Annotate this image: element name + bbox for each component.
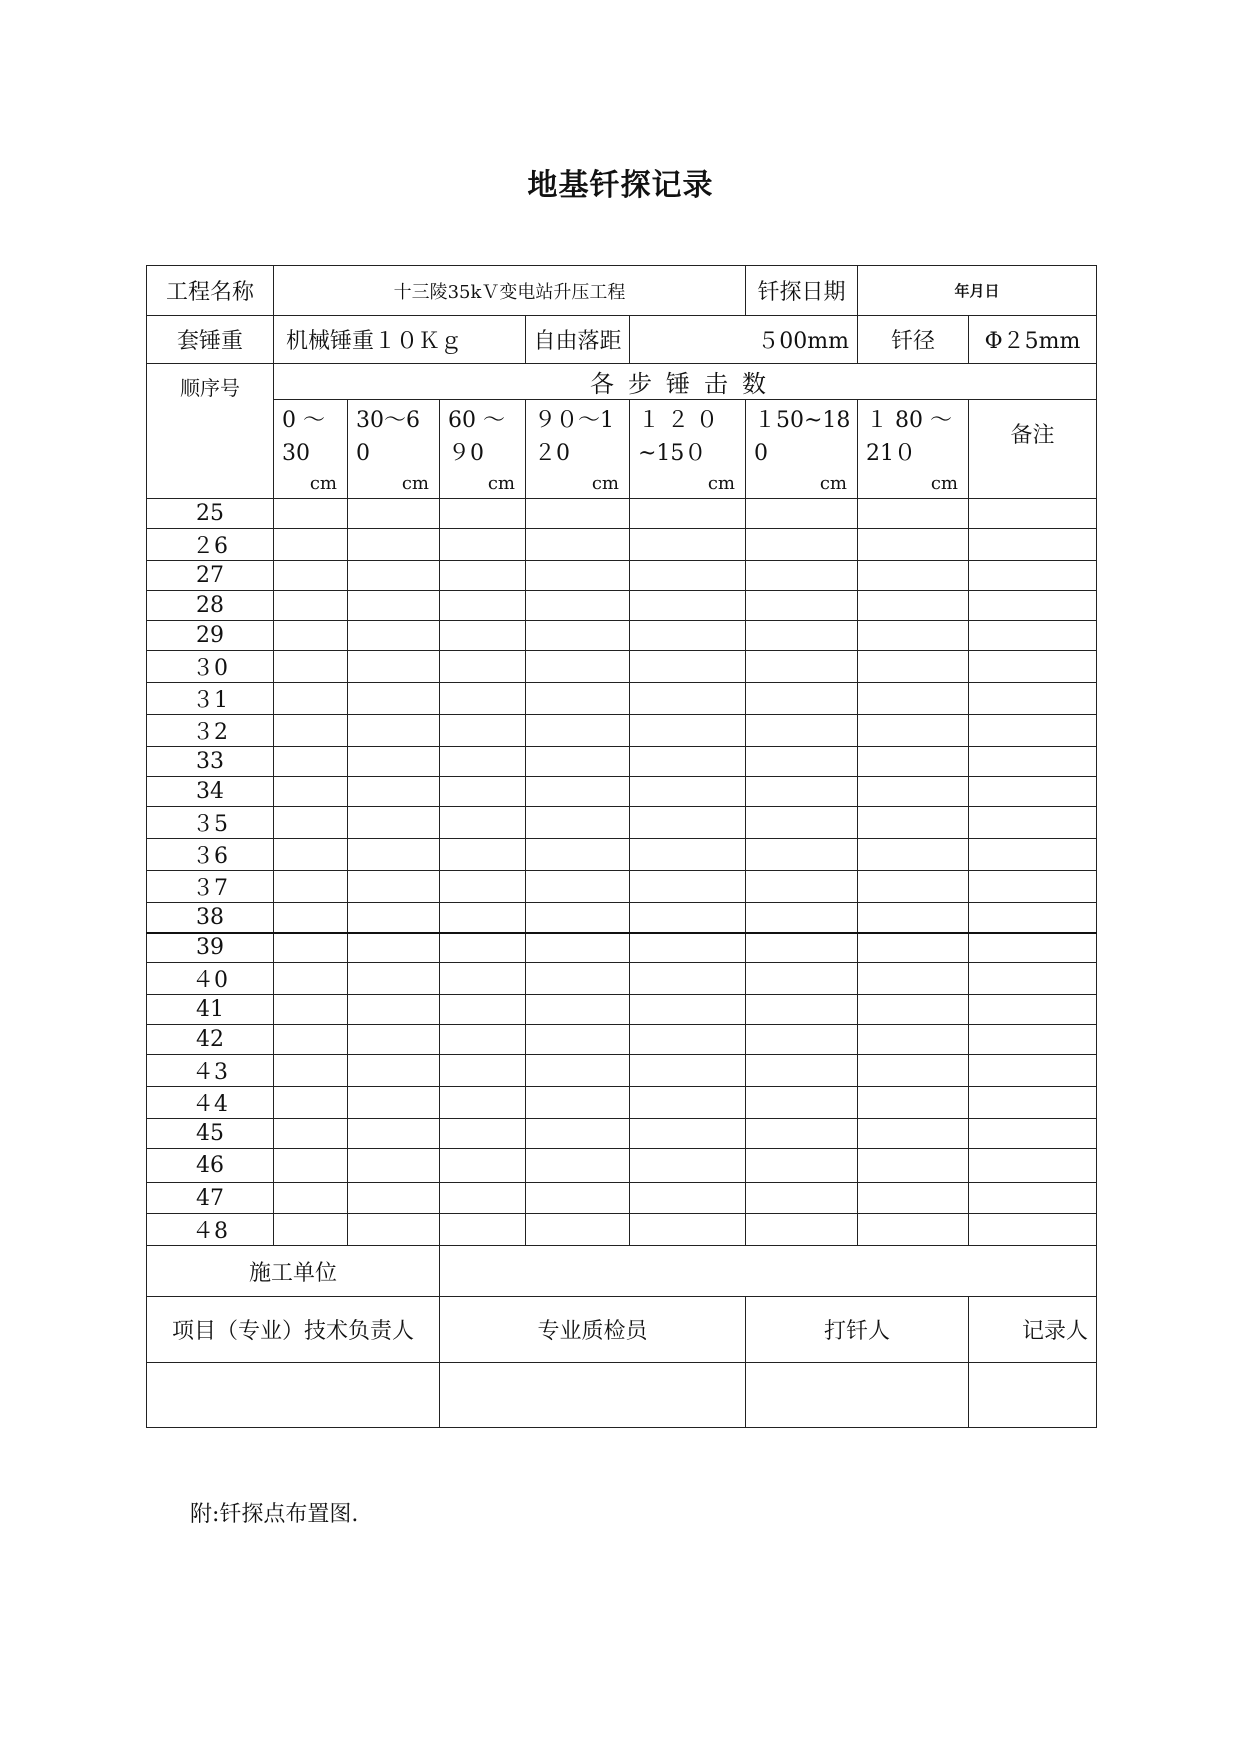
blow-count-cell[interactable] bbox=[526, 747, 630, 777]
blow-count-cell[interactable] bbox=[440, 871, 526, 903]
row-number: ４3 bbox=[147, 1055, 274, 1087]
blow-count-cell[interactable] bbox=[526, 529, 630, 561]
row-number: ４0 bbox=[147, 963, 274, 995]
blow-count-cell[interactable] bbox=[440, 1119, 526, 1149]
blow-count-cell[interactable] bbox=[440, 1055, 526, 1087]
range-header-5: １50~18 0 cm bbox=[746, 400, 858, 499]
range-header-6: １ 80 ～ 21０ cm bbox=[858, 400, 969, 499]
blow-count-cell[interactable] bbox=[858, 903, 969, 933]
remark-cell[interactable] bbox=[969, 591, 1097, 621]
blow-count-cell[interactable] bbox=[630, 933, 746, 963]
blow-count-cell[interactable] bbox=[348, 1087, 440, 1119]
row-number: ２6 bbox=[147, 529, 274, 561]
table-row bbox=[147, 1087, 1097, 1119]
blow-count-cell[interactable] bbox=[746, 747, 858, 777]
blow-count-cell[interactable] bbox=[440, 651, 526, 683]
blow-count-cell[interactable] bbox=[526, 1055, 630, 1087]
remark-cell[interactable] bbox=[969, 499, 1097, 529]
blow-count-cell[interactable] bbox=[274, 747, 348, 777]
hammer-label: 套锤重 bbox=[147, 316, 274, 364]
blow-count-cell[interactable] bbox=[274, 1055, 348, 1087]
blow-count-cell[interactable] bbox=[630, 561, 746, 591]
row-number: ３6 bbox=[147, 839, 274, 871]
blow-count-cell[interactable] bbox=[348, 1025, 440, 1055]
blow-count-cell[interactable] bbox=[746, 995, 858, 1025]
table-row bbox=[147, 871, 1097, 903]
blow-count-cell[interactable] bbox=[348, 963, 440, 995]
blow-count-cell[interactable] bbox=[746, 1183, 858, 1214]
blow-count-cell[interactable] bbox=[274, 777, 348, 807]
blow-count-cell[interactable] bbox=[858, 1214, 969, 1246]
blow-count-cell[interactable] bbox=[746, 871, 858, 903]
row-number: ３0 bbox=[147, 651, 274, 683]
construction-unit-label: 施工单位 bbox=[147, 1246, 440, 1297]
remark-cell[interactable] bbox=[969, 621, 1097, 651]
blow-count-cell[interactable] bbox=[526, 995, 630, 1025]
blow-count-cell[interactable] bbox=[274, 995, 348, 1025]
blow-count-cell[interactable] bbox=[746, 807, 858, 839]
blow-count-cell[interactable] bbox=[526, 715, 630, 747]
blow-count-cell[interactable] bbox=[746, 715, 858, 747]
recorder-signature[interactable] bbox=[969, 1363, 1097, 1428]
blow-count-cell[interactable] bbox=[440, 839, 526, 871]
blow-count-cell[interactable] bbox=[274, 1087, 348, 1119]
table-row bbox=[147, 683, 1097, 715]
blow-count-cell[interactable] bbox=[858, 747, 969, 777]
row-number: 42 bbox=[147, 1025, 274, 1055]
blow-count-cell[interactable] bbox=[274, 933, 348, 963]
blow-count-cell[interactable] bbox=[348, 683, 440, 715]
blow-count-cell[interactable] bbox=[526, 1149, 630, 1183]
blow-count-cell[interactable] bbox=[440, 777, 526, 807]
blow-count-cell[interactable] bbox=[858, 963, 969, 995]
blow-count-cell[interactable] bbox=[274, 839, 348, 871]
blow-count-cell[interactable] bbox=[746, 591, 858, 621]
blow-count-cell[interactable] bbox=[440, 715, 526, 747]
remark-cell[interactable] bbox=[969, 995, 1097, 1025]
row-number: 28 bbox=[147, 591, 274, 621]
row-number: ３2 bbox=[147, 715, 274, 747]
blow-count-cell[interactable] bbox=[526, 621, 630, 651]
remark-cell[interactable] bbox=[969, 747, 1097, 777]
table-row bbox=[147, 621, 1097, 651]
blow-count-cell[interactable] bbox=[440, 1025, 526, 1055]
blow-count-cell[interactable] bbox=[630, 1214, 746, 1246]
blow-count-cell[interactable] bbox=[274, 1183, 348, 1214]
probe-date-value: 年月日 bbox=[858, 266, 1097, 316]
blow-count-cell[interactable] bbox=[348, 903, 440, 933]
blow-count-cell[interactable] bbox=[440, 903, 526, 933]
remark-cell[interactable] bbox=[969, 933, 1097, 963]
remark-cell[interactable] bbox=[969, 715, 1097, 747]
drop-distance-value: ５00mm bbox=[630, 316, 858, 364]
blow-count-cell[interactable] bbox=[348, 715, 440, 747]
driller-label: 打钎人 bbox=[746, 1297, 969, 1363]
table-row bbox=[147, 1025, 1097, 1055]
tech-lead-signature[interactable] bbox=[147, 1363, 440, 1428]
row-number: ４8 bbox=[147, 1214, 274, 1246]
table-row bbox=[147, 1214, 1097, 1246]
remark-cell[interactable] bbox=[969, 1214, 1097, 1246]
blow-count-cell[interactable] bbox=[630, 871, 746, 903]
blow-count-cell[interactable] bbox=[858, 839, 969, 871]
blow-count-cell[interactable] bbox=[526, 963, 630, 995]
row-number: ３1 bbox=[147, 683, 274, 715]
table-row bbox=[147, 995, 1097, 1025]
blow-count-cell[interactable] bbox=[858, 1119, 969, 1149]
blow-count-cell[interactable] bbox=[526, 1087, 630, 1119]
blow-count-cell[interactable] bbox=[630, 715, 746, 747]
range-header-3: ９０～1 ２0 cm bbox=[526, 400, 630, 499]
blow-count-cell[interactable] bbox=[440, 591, 526, 621]
blow-count-cell[interactable] bbox=[526, 591, 630, 621]
blow-count-cell[interactable] bbox=[746, 621, 858, 651]
remark-cell[interactable] bbox=[969, 561, 1097, 591]
blow-count-cell[interactable] bbox=[348, 747, 440, 777]
construction-unit-value[interactable] bbox=[440, 1246, 1097, 1297]
blow-count-cell[interactable] bbox=[630, 621, 746, 651]
blow-count-cell[interactable] bbox=[440, 747, 526, 777]
blow-count-cell[interactable] bbox=[858, 499, 969, 529]
blow-count-cell[interactable] bbox=[440, 1087, 526, 1119]
driller-signature[interactable] bbox=[746, 1363, 969, 1428]
table-row bbox=[147, 561, 1097, 591]
blow-count-cell[interactable] bbox=[630, 1119, 746, 1149]
blow-count-cell[interactable] bbox=[348, 651, 440, 683]
blow-count-cell[interactable] bbox=[630, 963, 746, 995]
blow-count-cell[interactable] bbox=[348, 591, 440, 621]
table-row bbox=[147, 529, 1097, 561]
blow-count-cell[interactable] bbox=[630, 1055, 746, 1087]
blow-count-cell[interactable] bbox=[526, 777, 630, 807]
row-number: 47 bbox=[147, 1183, 274, 1214]
blow-count-cell[interactable] bbox=[348, 839, 440, 871]
range-header-2: 60 ～ ９0 cm bbox=[440, 400, 526, 499]
blow-count-cell[interactable] bbox=[630, 591, 746, 621]
blow-count-cell[interactable] bbox=[858, 591, 969, 621]
blow-count-cell[interactable] bbox=[746, 933, 858, 963]
project-name-label: 工程名称 bbox=[147, 266, 274, 316]
range-header-0: 0 ～ 30 cm bbox=[274, 400, 348, 499]
blow-count-cell[interactable] bbox=[858, 621, 969, 651]
blow-count-cell[interactable] bbox=[274, 561, 348, 591]
blow-count-cell[interactable] bbox=[274, 621, 348, 651]
table-row bbox=[147, 963, 1097, 995]
blow-count-cell[interactable] bbox=[274, 529, 348, 561]
blow-count-cell[interactable] bbox=[858, 715, 969, 747]
tech-lead-label: 项目（专业）技术负责人 bbox=[147, 1297, 440, 1363]
blow-count-cell[interactable] bbox=[348, 871, 440, 903]
attachment-note: 附:钎探点布置图. bbox=[190, 1502, 359, 1527]
remark-cell[interactable] bbox=[969, 807, 1097, 839]
remark-cell[interactable] bbox=[969, 777, 1097, 807]
row-number: 27 bbox=[147, 561, 274, 591]
blow-count-cell[interactable] bbox=[630, 839, 746, 871]
probe-date-label: 钎探日期 bbox=[746, 266, 858, 316]
blow-count-cell[interactable] bbox=[630, 1087, 746, 1119]
blow-count-cell[interactable] bbox=[858, 1087, 969, 1119]
remark-header: 备注 bbox=[969, 400, 1097, 499]
blow-count-cell[interactable] bbox=[746, 1025, 858, 1055]
blow-count-cell[interactable] bbox=[440, 529, 526, 561]
blow-count-cell[interactable] bbox=[440, 933, 526, 963]
blow-count-cell[interactable] bbox=[630, 499, 746, 529]
blow-count-cell[interactable] bbox=[746, 529, 858, 561]
blow-count-cell[interactable] bbox=[746, 651, 858, 683]
blow-count-cell[interactable] bbox=[746, 839, 858, 871]
blow-count-cell[interactable] bbox=[746, 561, 858, 591]
blow-count-cell[interactable] bbox=[348, 933, 440, 963]
table-row bbox=[147, 747, 1097, 777]
blow-count-cell[interactable] bbox=[274, 963, 348, 995]
blow-count-cell[interactable] bbox=[348, 807, 440, 839]
table-row bbox=[147, 839, 1097, 871]
blow-count-cell[interactable] bbox=[746, 963, 858, 995]
blow-count-cell[interactable] bbox=[274, 903, 348, 933]
blow-count-cell[interactable] bbox=[526, 561, 630, 591]
row-number: 29 bbox=[147, 621, 274, 651]
remark-cell[interactable] bbox=[969, 1149, 1097, 1183]
blow-count-cell[interactable] bbox=[526, 1214, 630, 1246]
blow-count-cell[interactable] bbox=[274, 591, 348, 621]
blow-count-cell[interactable] bbox=[440, 1149, 526, 1183]
blow-count-cell[interactable] bbox=[858, 1183, 969, 1214]
remark-cell[interactable] bbox=[969, 1087, 1097, 1119]
blow-count-cell[interactable] bbox=[630, 1183, 746, 1214]
row-number: 34 bbox=[147, 777, 274, 807]
remark-cell[interactable] bbox=[969, 1183, 1097, 1214]
blow-count-cell[interactable] bbox=[858, 651, 969, 683]
remark-cell[interactable] bbox=[969, 651, 1097, 683]
blow-count-cell[interactable] bbox=[274, 1149, 348, 1183]
blow-count-cell[interactable] bbox=[746, 777, 858, 807]
row-number: ４4 bbox=[147, 1087, 274, 1119]
blow-count-cell[interactable] bbox=[858, 777, 969, 807]
table-row bbox=[147, 807, 1097, 839]
blow-count-group-header: 各步锤击数 bbox=[274, 364, 1097, 400]
blow-count-cell[interactable] bbox=[858, 871, 969, 903]
remark-cell[interactable] bbox=[969, 963, 1097, 995]
row-number: ３7 bbox=[147, 871, 274, 903]
blow-count-cell[interactable] bbox=[630, 747, 746, 777]
blow-count-cell[interactable] bbox=[630, 903, 746, 933]
blow-count-cell[interactable] bbox=[274, 683, 348, 715]
blow-count-cell[interactable] bbox=[746, 683, 858, 715]
blow-count-cell[interactable] bbox=[526, 871, 630, 903]
blow-count-cell[interactable] bbox=[440, 963, 526, 995]
blow-count-cell[interactable] bbox=[348, 1119, 440, 1149]
row-number: 39 bbox=[147, 933, 274, 963]
row-number: ３5 bbox=[147, 807, 274, 839]
row-number: 45 bbox=[147, 1119, 274, 1149]
probe-record-table bbox=[146, 265, 1096, 1498]
blow-count-cell[interactable] bbox=[858, 807, 969, 839]
blow-count-cell[interactable] bbox=[440, 499, 526, 529]
remark-cell[interactable] bbox=[969, 529, 1097, 561]
remark-cell[interactable] bbox=[969, 839, 1097, 871]
blow-count-cell[interactable] bbox=[526, 1025, 630, 1055]
table-row bbox=[147, 933, 1097, 963]
blow-count-cell[interactable] bbox=[274, 1025, 348, 1055]
blow-count-cell[interactable] bbox=[440, 621, 526, 651]
blow-count-cell[interactable] bbox=[440, 1214, 526, 1246]
table-row bbox=[147, 1119, 1097, 1149]
table-row bbox=[147, 1055, 1097, 1087]
inspector-signature[interactable] bbox=[440, 1363, 746, 1428]
remark-cell[interactable] bbox=[969, 683, 1097, 715]
remark-cell[interactable] bbox=[969, 1025, 1097, 1055]
recorder-label: 记录人 bbox=[969, 1297, 1097, 1363]
table-row bbox=[147, 651, 1097, 683]
blow-count-cell[interactable] bbox=[630, 995, 746, 1025]
blow-count-cell[interactable] bbox=[526, 499, 630, 529]
blow-count-cell[interactable] bbox=[746, 903, 858, 933]
blow-count-cell[interactable] bbox=[440, 683, 526, 715]
table-row bbox=[147, 591, 1097, 621]
blow-count-cell[interactable] bbox=[858, 561, 969, 591]
row-number: 41 bbox=[147, 995, 274, 1025]
blow-count-cell[interactable] bbox=[526, 933, 630, 963]
blow-count-cell[interactable] bbox=[440, 995, 526, 1025]
table-row bbox=[147, 1183, 1097, 1214]
table-row bbox=[147, 499, 1097, 529]
range-header-1: 30～6 0 cm bbox=[348, 400, 440, 499]
blow-count-cell[interactable] bbox=[746, 1119, 858, 1149]
sequence-header: 顺序号 bbox=[147, 364, 274, 499]
blow-count-cell[interactable] bbox=[526, 683, 630, 715]
remark-cell[interactable] bbox=[969, 903, 1097, 933]
blow-count-cell[interactable] bbox=[746, 1087, 858, 1119]
blow-count-cell[interactable] bbox=[526, 1183, 630, 1214]
blow-count-cell[interactable] bbox=[858, 1025, 969, 1055]
blow-count-cell[interactable] bbox=[746, 499, 858, 529]
blow-count-cell[interactable] bbox=[348, 1183, 440, 1214]
blow-count-cell[interactable] bbox=[630, 529, 746, 561]
blow-count-cell[interactable] bbox=[274, 499, 348, 529]
remark-cell[interactable] bbox=[969, 871, 1097, 903]
blow-count-cell[interactable] bbox=[630, 651, 746, 683]
blow-count-cell[interactable] bbox=[526, 1119, 630, 1149]
blow-count-cell[interactable] bbox=[274, 715, 348, 747]
table-row bbox=[147, 903, 1097, 933]
blow-count-cell[interactable] bbox=[440, 561, 526, 591]
blow-count-cell[interactable] bbox=[858, 529, 969, 561]
blow-count-cell[interactable] bbox=[348, 621, 440, 651]
table-row bbox=[147, 777, 1097, 807]
rod-diameter-label: 钎径 bbox=[858, 316, 969, 364]
inspector-label: 专业质检员 bbox=[440, 1297, 746, 1363]
blow-count-cell[interactable] bbox=[746, 1149, 858, 1183]
blow-count-cell[interactable] bbox=[858, 995, 969, 1025]
project-name-value: 十三陵35kＶ变电站升压工程 bbox=[274, 266, 746, 316]
row-number: 38 bbox=[147, 903, 274, 933]
blow-count-cell[interactable] bbox=[858, 683, 969, 715]
blow-count-cell[interactable] bbox=[348, 995, 440, 1025]
blow-count-cell[interactable] bbox=[526, 839, 630, 871]
blow-count-cell[interactable] bbox=[526, 807, 630, 839]
blow-count-cell[interactable] bbox=[274, 1214, 348, 1246]
blow-count-cell[interactable] bbox=[746, 1214, 858, 1246]
row-number: 46 bbox=[147, 1149, 274, 1183]
blow-count-cell[interactable] bbox=[348, 1055, 440, 1087]
range-header-4: １ ２ ０ ~15０ cm bbox=[630, 400, 746, 499]
blow-count-cell[interactable] bbox=[630, 807, 746, 839]
remark-cell[interactable] bbox=[969, 1119, 1097, 1149]
blow-count-cell[interactable] bbox=[274, 871, 348, 903]
blow-count-cell[interactable] bbox=[348, 777, 440, 807]
blow-count-cell[interactable] bbox=[630, 683, 746, 715]
row-number: 25 bbox=[147, 499, 274, 529]
blow-count-cell[interactable] bbox=[274, 651, 348, 683]
blow-count-cell[interactable] bbox=[630, 1149, 746, 1183]
drop-distance-label: 自由落距 bbox=[526, 316, 630, 364]
blow-count-cell[interactable] bbox=[348, 529, 440, 561]
blow-count-cell[interactable] bbox=[746, 1055, 858, 1087]
table-row bbox=[147, 715, 1097, 747]
blow-count-cell[interactable] bbox=[526, 903, 630, 933]
blow-count-cell[interactable] bbox=[348, 1149, 440, 1183]
remark-cell[interactable] bbox=[969, 1055, 1097, 1087]
blow-count-cell[interactable] bbox=[440, 1183, 526, 1214]
blow-count-cell[interactable] bbox=[858, 933, 969, 963]
blow-count-cell[interactable] bbox=[274, 807, 348, 839]
rod-diameter-value: Φ２5mm bbox=[969, 316, 1097, 364]
blow-count-cell[interactable] bbox=[858, 1055, 969, 1087]
blow-count-cell[interactable] bbox=[348, 499, 440, 529]
blow-count-cell[interactable] bbox=[630, 1025, 746, 1055]
blow-count-cell[interactable] bbox=[348, 1214, 440, 1246]
blow-count-cell[interactable] bbox=[440, 807, 526, 839]
table-row bbox=[147, 1149, 1097, 1183]
blow-count-cell[interactable] bbox=[348, 561, 440, 591]
blow-count-cell[interactable] bbox=[526, 651, 630, 683]
hammer-value: 机械锤重１０Ｋｇ bbox=[274, 316, 526, 364]
page-title: 地基钎探记录 bbox=[527, 168, 714, 203]
blow-count-cell[interactable] bbox=[858, 1149, 969, 1183]
blow-count-cell[interactable] bbox=[274, 1119, 348, 1149]
blow-count-cell[interactable] bbox=[630, 777, 746, 807]
row-number: 33 bbox=[147, 747, 274, 777]
